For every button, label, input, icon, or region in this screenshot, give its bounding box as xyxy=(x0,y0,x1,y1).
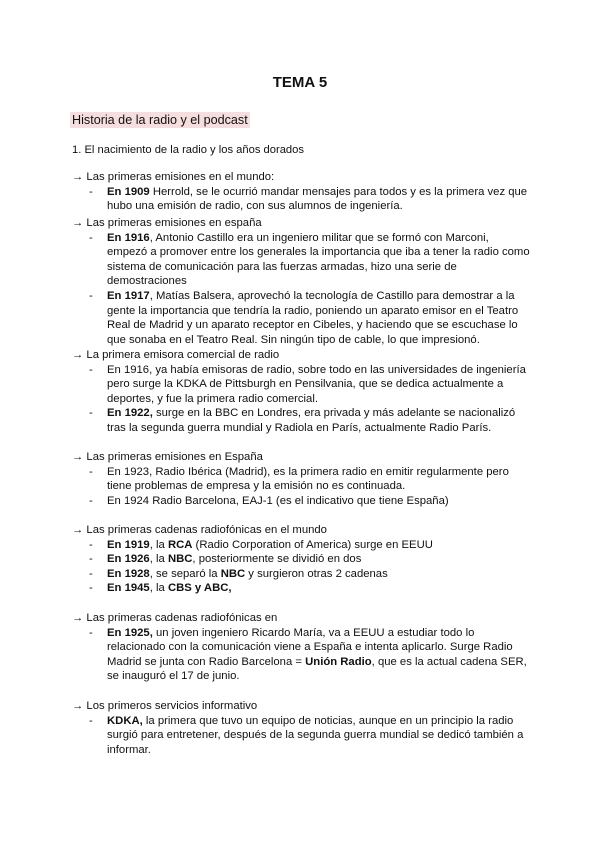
text-run: (Radio Corporation of America) surge en EEUU xyxy=(192,538,433,551)
text-run: , la xyxy=(149,538,168,551)
bold-run: En 1909 xyxy=(107,185,150,198)
section-heading: 1. El nacimiento de la radio y los años dorados xyxy=(72,144,304,156)
bullet-list xyxy=(72,231,532,348)
bold-run: En 1925, xyxy=(107,626,153,639)
list-item xyxy=(72,494,532,509)
list-item xyxy=(72,626,532,684)
text-run: , se separó la xyxy=(149,567,221,580)
block-first-networks-spain xyxy=(72,611,532,684)
list-item xyxy=(72,538,532,553)
block-first-commercial-station xyxy=(72,348,532,436)
list-item xyxy=(72,552,532,567)
list-item xyxy=(72,289,532,347)
bullet-list xyxy=(72,185,532,214)
text-run: , la xyxy=(149,553,168,566)
text-run: , la xyxy=(149,582,168,595)
bold-run: NBC xyxy=(167,553,193,566)
list-item xyxy=(72,567,532,582)
bold-run: Unión Radio xyxy=(305,655,372,668)
bold-run: En 1926 xyxy=(107,553,150,566)
text-run: , posteriormente se dividió en dos xyxy=(192,553,362,566)
block-first-news-services xyxy=(72,699,532,757)
list-item xyxy=(72,465,532,494)
block-heading: → Las primeras emisiones en España xyxy=(72,451,263,463)
bold-run: En 1917 xyxy=(107,289,150,302)
text-run: En 1916, ya había emisoras de radio, sobre todo en las universidades de ingeniería pero surge la KDKA de Pittsburgh en Pensilvania, que se dedica actualmente a deportes, y fue la primera radio comercial. xyxy=(107,363,526,405)
block-heading: → La primera emisora comercial de radio xyxy=(72,349,280,361)
bold-run: En 1919 xyxy=(107,538,150,551)
bullet-list xyxy=(72,465,532,509)
text-run: , Matías Balsera, aprovechó la tecnología de Castillo para demostrar a la gente la importancia que tendría la radio, poniendo un aparato emisor en el Teatro Real de Madrid y un aparato receptor en Cibeles, y haciendo que se escuchase lo que sonaba en el Teatro Real. Sin ningún tipo de cable, lo que impresionó. xyxy=(107,289,519,346)
bold-run: KDKA, xyxy=(107,714,143,727)
block-first-networks-world xyxy=(72,523,532,596)
list-item xyxy=(72,406,532,435)
text-run: , que es la actual cadena SER, se inauguró el 17 de junio. xyxy=(107,655,527,683)
block-heading: → Los primeros servicios informativo xyxy=(72,700,258,712)
block-heading: → Las primeras cadenas radiofónicas en xyxy=(72,612,278,624)
block-first-emissions-spain xyxy=(72,216,532,347)
bullet-list xyxy=(72,363,532,436)
block-heading: → Las primeras emisiones en el mundo: xyxy=(72,171,275,183)
bold-run: En 1916 xyxy=(107,231,150,244)
text-run: un joven ingeniero Ricardo María, va a EEUU a estudiar todo lo relacionado con la comunicación viene a España e intenta aplicarlo. Surge Radio Madrid se junta con Radio Barcelona = xyxy=(107,626,513,668)
list-item xyxy=(72,185,532,214)
document-subtitle: Historia de la radio y el podcast xyxy=(72,113,248,127)
bold-run: En 1945 xyxy=(107,582,150,595)
bold-run: CBS y ABC, xyxy=(167,582,232,595)
text-run: surge en la BBC en Londres, era privada y más adelante se nacionalizó tras la segunda guerra mundial y Radiola en París, actualmente Radio París. xyxy=(107,407,516,434)
text-run: la primera que tuvo un equipo de noticias, aunque en un principio la radio surgió para entretener, después de la segunda guerra mundial se dedicó también a informar. xyxy=(107,714,524,756)
list-item xyxy=(72,581,532,596)
list-item xyxy=(72,231,532,289)
text-run: y surgieron otras 2 cadenas xyxy=(245,567,388,580)
block-heading: → Las primeras cadenas radiofónicas en el mundo xyxy=(72,524,327,536)
bullet-list xyxy=(72,714,532,758)
bold-run: NBC xyxy=(220,567,246,580)
block-first-emissions-espana xyxy=(72,450,532,508)
block-heading: → Las primeras emisiones en españa xyxy=(72,217,262,229)
text-run: , Antonio Castillo era un ingeniero militar que se formó con Marconi, empezó a promover entre los generales la importancia que iba a tener la radio como sistema de comunicación para las fuerzas armadas, hizo una serie de demostraciones xyxy=(107,231,530,288)
bullet-list xyxy=(72,626,532,684)
text-run: Herrold, se le ocurrió mandar mensajes para todos y es la primera vez que hubo una emisión de radio, con sus alumnos de ingeniería. xyxy=(107,185,528,213)
text-run: En 1923, Radio Ibérica (Madrid), es la primera radio en emitir regularmente pero tiene problemas de empresa y la emisión no es continuada. xyxy=(107,465,509,493)
bold-run: En 1922, xyxy=(107,407,153,420)
list-item xyxy=(72,714,532,758)
bullet-list xyxy=(72,538,532,596)
document-title: TEMA 5 xyxy=(272,74,328,91)
block-first-emissions-world xyxy=(72,170,532,214)
text-run: En 1924 Radio Barcelona, EAJ-1 (es el indicativo que tiene España) xyxy=(107,494,449,507)
list-item xyxy=(72,363,532,407)
bold-run: RCA xyxy=(167,538,193,551)
bold-run: En 1928 xyxy=(107,567,150,580)
